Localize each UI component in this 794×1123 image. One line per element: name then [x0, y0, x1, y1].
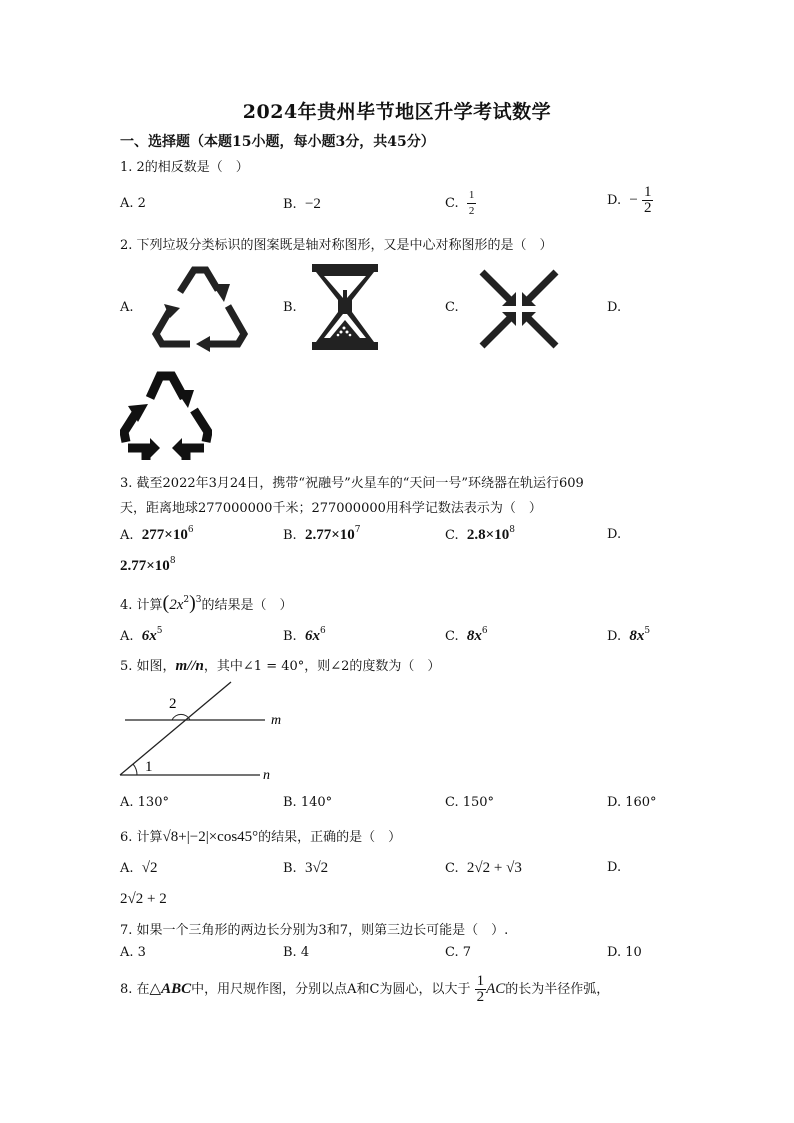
q4-option-a: A. $6x^5$	[120, 626, 163, 644]
q6-option-c: C. 2√2 + √3	[445, 860, 522, 876]
q1-b-label: B.	[283, 197, 297, 212]
q2-option-a: A.	[120, 300, 134, 315]
q1-stem: 1. 2的相反数是（ ）	[120, 160, 249, 175]
q1-option-d	[607, 185, 653, 216]
angle-2-label: 2	[169, 696, 177, 712]
q5-option-b: B. 140°	[283, 795, 333, 810]
page-title: 2024年贵州毕节地区升学考试数学	[242, 101, 552, 123]
q5-option-a: A. 130°	[120, 795, 169, 810]
q7-option-c: C. 7	[445, 945, 472, 960]
q7-option-b: B. 4	[283, 945, 310, 960]
q2-option-d: D.	[607, 300, 622, 315]
q6-stem: 6. 计算√8+|−2|×cos45°的结果，正确的是（ ）	[120, 829, 402, 845]
q5-option-d: D. 160°	[607, 795, 657, 810]
q1-d-sign: −	[629, 192, 638, 208]
q6-option-d: 2√2 + 2	[120, 891, 167, 907]
hourglass-icon	[310, 262, 380, 352]
q3-option-b: B. $2.77\times 10^7$	[283, 525, 361, 543]
q2-stem: 2. 下列垃圾分类标识的图案既是轴对称图形，又是中心对称图形的是（ ）	[120, 238, 553, 253]
q2-option-b: B.	[283, 300, 297, 315]
q2-option-c: C.	[445, 300, 459, 315]
q6-option-d-label: D.	[607, 860, 622, 875]
q1-c-fraction: $\frac{1}{2}$	[468, 189, 475, 217]
q5-stem: 5. 如图，m//n，其中∠1 = 40°，则∠2的度数为（ ）	[120, 658, 441, 674]
q3-option-d-label: D.	[607, 527, 622, 542]
q3-option-a: A. $277\times 10^6$	[120, 525, 194, 543]
q8-fraction: $\frac{1}{2}$	[476, 973, 485, 1005]
q3-option-d: $2.77\times 10^8$	[120, 556, 176, 574]
recycle-arrows-icon	[120, 364, 212, 462]
q1-option-a: A. 2	[120, 196, 146, 211]
q1-d-label: D.	[607, 193, 622, 208]
q7-option-d: D. 10	[607, 945, 642, 960]
q3-stem-line2: 天，距离地球277000000千米；277000000用科学记数法表示为（ ）	[120, 501, 542, 516]
q7-stem: 7. 如果一个三角形的两边长分别为3和7，则第三边长可能是（ ）.	[120, 923, 509, 938]
q4-option-c: C. $8x^6$	[445, 626, 488, 644]
section-heading: 一、选择题（本题15小题，每小题3分，共45分）	[120, 134, 435, 150]
q6-option-a: A. √2	[120, 860, 158, 876]
q8-stem: 8. 在△ABC中，用尺规作图，分别以点A和C为圆心，以大于 $\frac{1}{2}$ AC的长为半径作弧，	[120, 973, 610, 1005]
q3-option-c: C. $2.8\times 10^8$	[445, 525, 515, 543]
parallel-lines-figure	[115, 680, 285, 782]
q7-option-a: A. 3	[120, 945, 146, 960]
q1-d-fraction: $\frac{1}{2}$	[643, 184, 652, 216]
q1-option-c	[445, 188, 476, 219]
angle-1-label: 1	[145, 759, 153, 775]
q3-stem-line1: 3. 截至2022年3月24日，携带“祝融号”火星车的“天问一号”环绕器在轨运行609	[120, 476, 584, 491]
q1-c-label: C.	[445, 196, 459, 211]
recycle-triangle-icon	[150, 262, 250, 352]
q1-b-value: −2	[304, 196, 321, 212]
q6-option-b: B. 3√2	[283, 860, 329, 876]
q4-stem: 4. 计算$(2x^2)^3$的结果是（ ）	[120, 592, 293, 614]
q4-option-b: B. $6x^6$	[283, 626, 326, 644]
q5-option-c: C. 150°	[445, 795, 495, 810]
four-arrows-icon	[478, 268, 560, 350]
line-m-label: m	[271, 713, 282, 728]
line-n-label: n	[263, 768, 270, 782]
q1-option-b	[283, 196, 321, 213]
q4-option-d: D. $8x^5$	[607, 626, 651, 644]
